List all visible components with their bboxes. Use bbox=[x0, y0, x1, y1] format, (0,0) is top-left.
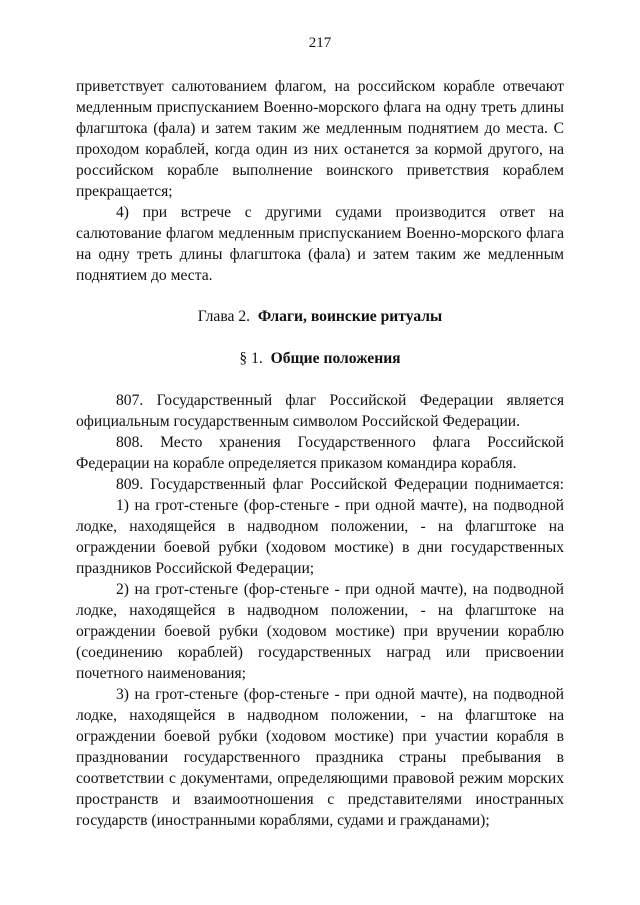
section-heading bbox=[76, 348, 564, 369]
section-prefix: § 1. bbox=[239, 350, 263, 367]
chapter-prefix: Глава 2. bbox=[197, 308, 251, 325]
section-title: Общие положения bbox=[270, 350, 401, 367]
paragraph-809: 809. Государственный флаг Российской Федерации поднимается: bbox=[116, 476, 564, 493]
page-number: 217 bbox=[308, 35, 332, 51]
chapter-heading bbox=[76, 306, 564, 327]
chapter-title: Флаги, воинские ритуалы bbox=[257, 308, 443, 325]
paragraph-807: 807. Государственный флаг Российской Федерации является официальным государственным символом Российской Федерации. bbox=[76, 392, 564, 430]
paragraph-item-4: 4) при встрече с другими судами производится ответ на салютование флагом медленным приспусканием Военно-морского флага на одну треть длины флагштока (фала) и затем таким же медленным поднятием до места. bbox=[76, 204, 564, 284]
paragraph-809-item-3: 3) на грот-стеньге (фор-стеньге - при одной мачте), на подводной лодке, находящейся в надводном положении, - на флагштоке на ограждении боевой рубки (ходовом мостике) при участии корабля в праздновании государственного праздника страны пребывания в соответствии с документами, определяющими правовой режим морских пространств и взаимоотношения с представителями иностранных государств (иностранными кораблями, судами и гражданами); bbox=[76, 686, 564, 829]
page-content bbox=[76, 76, 564, 831]
paragraph-continuation: приветствует салютованием флагом, на российском корабле отвечают медленным приспусканием Военно-морского флага на одну треть длины флагштока (фала) и затем таким же медленным поднятием до места. С проходом кораблей, когда один из них останется за кормой другого, на российском корабле выполнение воинского приветствия кораблем прекращается; bbox=[76, 78, 564, 200]
paragraph-809-item-2: 2) на грот-стеньге (фор-стеньге - при одной мачте), на подводной лодке, находящейся в надводном положении, - на флагштоке на ограждении боевой рубки (ходовом мостике) при вручении кораблю (соединению кораблей) государственных наград или присвоении почетного наименования; bbox=[76, 581, 564, 682]
paragraph-808: 808. Место хранения Государственного флага Российской Федерации на корабле определяется приказом командира корабля. bbox=[76, 434, 564, 472]
paragraph-809-item-1: 1) на грот-стеньге (фор-стеньге - при одной мачте), на подводной лодке, находящейся в надводном положении, - на флагштоке на ограждении боевой рубки (ходовом мостике) в дни государственных праздников Российской Федерации; bbox=[76, 497, 564, 577]
